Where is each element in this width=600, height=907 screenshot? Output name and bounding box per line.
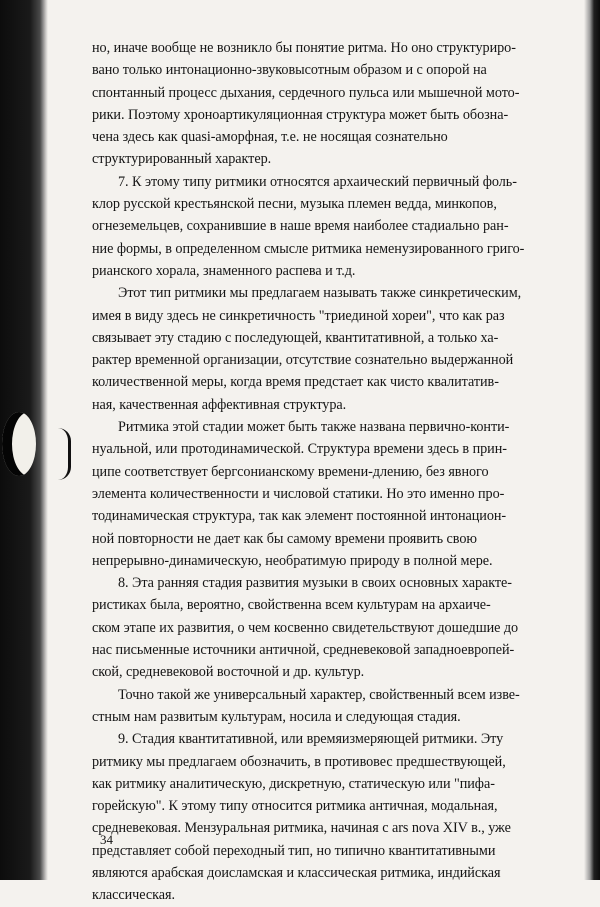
text-line: количественной меры, когда время предстает как чисто квалитатив- — [92, 374, 499, 391]
text-line: спонтанный процесс дыхания, сердечного пульса или мышечной мото- — [92, 84, 520, 101]
binder-hole-mark — [2, 412, 36, 476]
text-line: структурированный характер. — [92, 151, 272, 168]
text-line: тодинамическая структура, так как элемент постоянной интонацион- — [92, 508, 507, 525]
text-line: рики. Поэтому хроноартикуляционная структура может быть обозна- — [92, 106, 509, 123]
text-line: но, иначе вообще не возникло бы понятие ритма. Но оно структуриро- — [92, 40, 516, 56]
text-line: ние формы, в определенном смысле ритмика неменузированного григо- — [92, 240, 525, 257]
page-body-text — [92, 37, 584, 907]
page-number: 34 — [100, 832, 113, 847]
text-line: Точно такой же универсальный характер, свойственный всем изве- — [118, 686, 520, 703]
binder-hole-mark-right — [58, 428, 71, 480]
text-line: клор русской крестьянской песни, музыка племен ведда, минкопов, — [92, 196, 497, 213]
text-line: горейскую". К этому типу относится ритмика античная, модальная, — [92, 798, 498, 815]
text-line: ритмику мы предлагаем обозначить, в противовес предшествующей, — [92, 753, 506, 770]
text-line: ная, качественная аффективная структура. — [92, 396, 347, 413]
text-line: 8. Эта ранняя стадия развития музыки в своих основных характе- — [118, 575, 512, 592]
text-line: стным нам развитым культурам, носила и следующая стадия. — [92, 708, 461, 725]
right-scan-edge — [584, 0, 600, 880]
text-line: огнеземельцев, сохранившие в наше время наиболее стадиально ран- — [92, 218, 509, 235]
text-line: нас письменные источники античной, средневековой западноевропей- — [92, 642, 515, 659]
text-line: нуальной, или протодинамической. Структура времени здесь в прин- — [92, 441, 507, 458]
text-line: ристиках была, вероятно, свойственна всем культурам на архаиче- — [92, 597, 491, 614]
text-line: Ритмика этой стадии может быть также названа первично-конти- — [118, 419, 510, 436]
text-line: Этот тип ритмики мы предлагаем называть также синкретическим, — [118, 285, 522, 302]
text-line: являются арабская доисламская и классическая ритмика, индийская — [92, 864, 501, 881]
text-line: 9. Стадия квантитативной, или времяизмеряющей ритмики. Эту — [118, 731, 504, 748]
text-line: 7. К этому типу ритмики относятся архаический первичный фоль- — [118, 173, 517, 190]
text-line: средневековая. Мензуральная ритмика, начиная с ars nova XIV в., уже — [92, 820, 511, 837]
text-line: рианского хорала, знаменного распева и т.д. — [92, 262, 356, 279]
text-line: имея в виду здесь не синкретичность "триединой хореи", что как раз — [92, 307, 505, 324]
text-line: рактер временной организации, отсутствие сознательно выдержанной — [92, 352, 514, 369]
text-line: классическая. — [92, 887, 175, 904]
text-line: ском этапе их развития, о чем косвенно свидетельствуют дошедшие до — [92, 619, 519, 636]
text-line: вано только интонационно-звуковысотным образом и с опорой на — [92, 62, 487, 79]
text-line: ципе соответствует бергсонианскому времени-длению, без явного — [92, 463, 489, 480]
text-line: как ритмику аналитическую, дискретную, статическую или "пифа- — [92, 775, 495, 792]
text-line: чена здесь как quasi-аморфная, т.е. не носящая сознательно — [92, 129, 448, 146]
text-line: непрерывно-динамическую, необратимую природу в полной мере. — [92, 552, 493, 569]
text-line: представляет собой переходный тип, но типично квантитативными — [92, 842, 496, 859]
text-line: ной повторности не дает как бы самому времени проявить свою — [92, 530, 477, 547]
text-line: связывает эту стадию с последующей, квантитативной, а только ха- — [92, 329, 499, 346]
text-line: ской, средневековой восточной и др. культур. — [92, 664, 365, 681]
text-line: элемента количественности и числовой статики. Но это именно про- — [92, 485, 505, 502]
